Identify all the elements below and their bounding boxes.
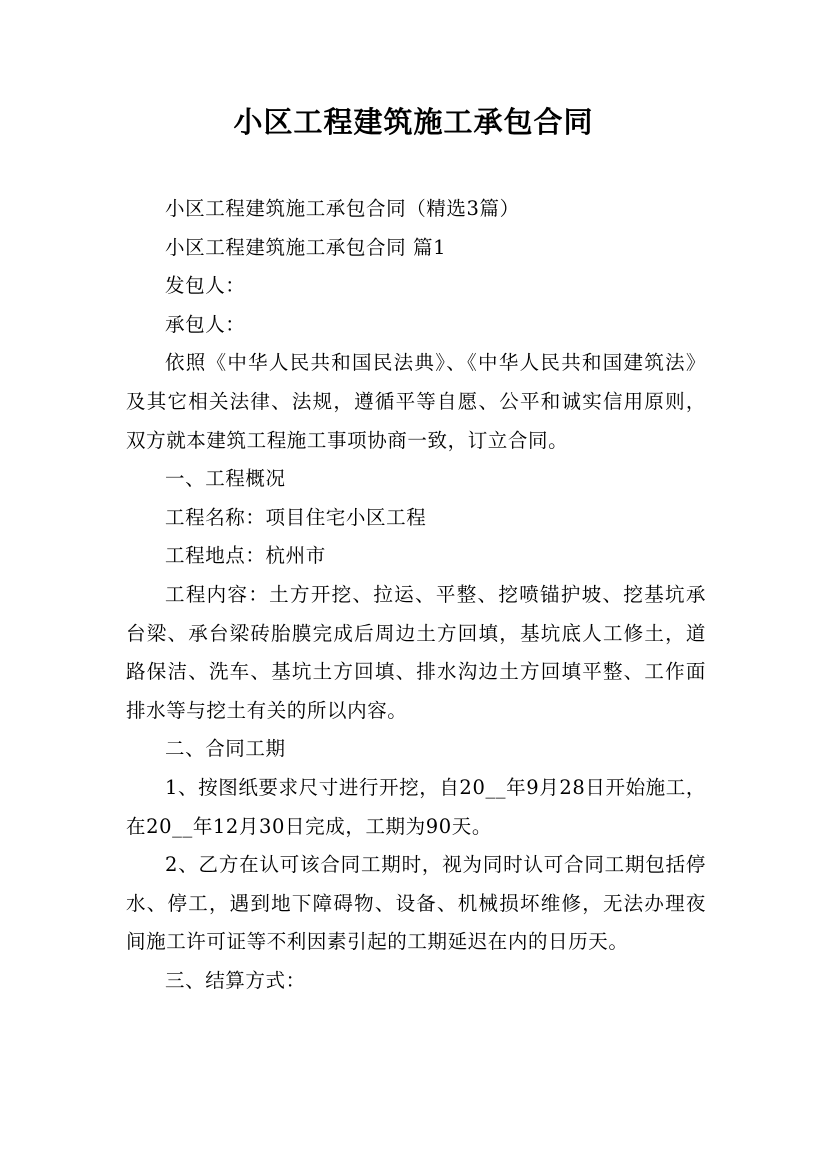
period-clause-2: 2、乙方在认可该合同工期时，视为同时认可合同工期包括停水、停工，遇到地下障碍物、设备、机械损坏维修，无法办理夜间施工许可证等不利因素引起的工期延迟在内的日历天。 xyxy=(126,853,706,954)
heading-settlement-method: 三、结算方式： xyxy=(165,968,306,992)
period-clause-1: 1、按图纸要求尺寸进行开挖，自20__年9月28日开始施工，在20__年12月30日完成，工期为90天。 xyxy=(126,775,706,838)
section-heading-part-1: 小区工程建筑施工承包合同 篇1 xyxy=(165,235,447,259)
heading-project-overview: 一、工程概况 xyxy=(165,467,286,491)
document-title: 小区工程建筑施工承包合同 xyxy=(233,105,594,139)
project-name-line: 工程名称：项目住宅小区工程 xyxy=(165,505,427,529)
preamble-paragraph: 依照《中华人民共和国民法典》、《中华人民共和国建筑法》及其它相关法律、法规，遵循平等自愿、公平和诚实信用原则，双方就本建筑工程施工事项协商一致，订立合同。 xyxy=(126,351,706,452)
document-body xyxy=(126,190,706,1000)
heading-contract-period: 二、合同工期 xyxy=(165,737,286,761)
employer-line: 发包人： xyxy=(165,274,246,298)
contractor-line: 承包人： xyxy=(165,312,246,336)
subtitle-selected-3: 小区工程建筑施工承包合同（精选3篇） xyxy=(165,197,520,220)
project-location-line: 工程地点：杭州市 xyxy=(165,544,326,568)
project-content-paragraph: 工程内容：土方开挖、拉运、平整、挖喷锚护坡、挖基坑承台梁、承台梁砖胎膜完成后周边土方回填，基坑底人工修土，道路保洁、洗车、基坑土方回填、排水沟边土方回填平整、工作面排水等与挖土有关的所以内容。 xyxy=(126,582,706,722)
